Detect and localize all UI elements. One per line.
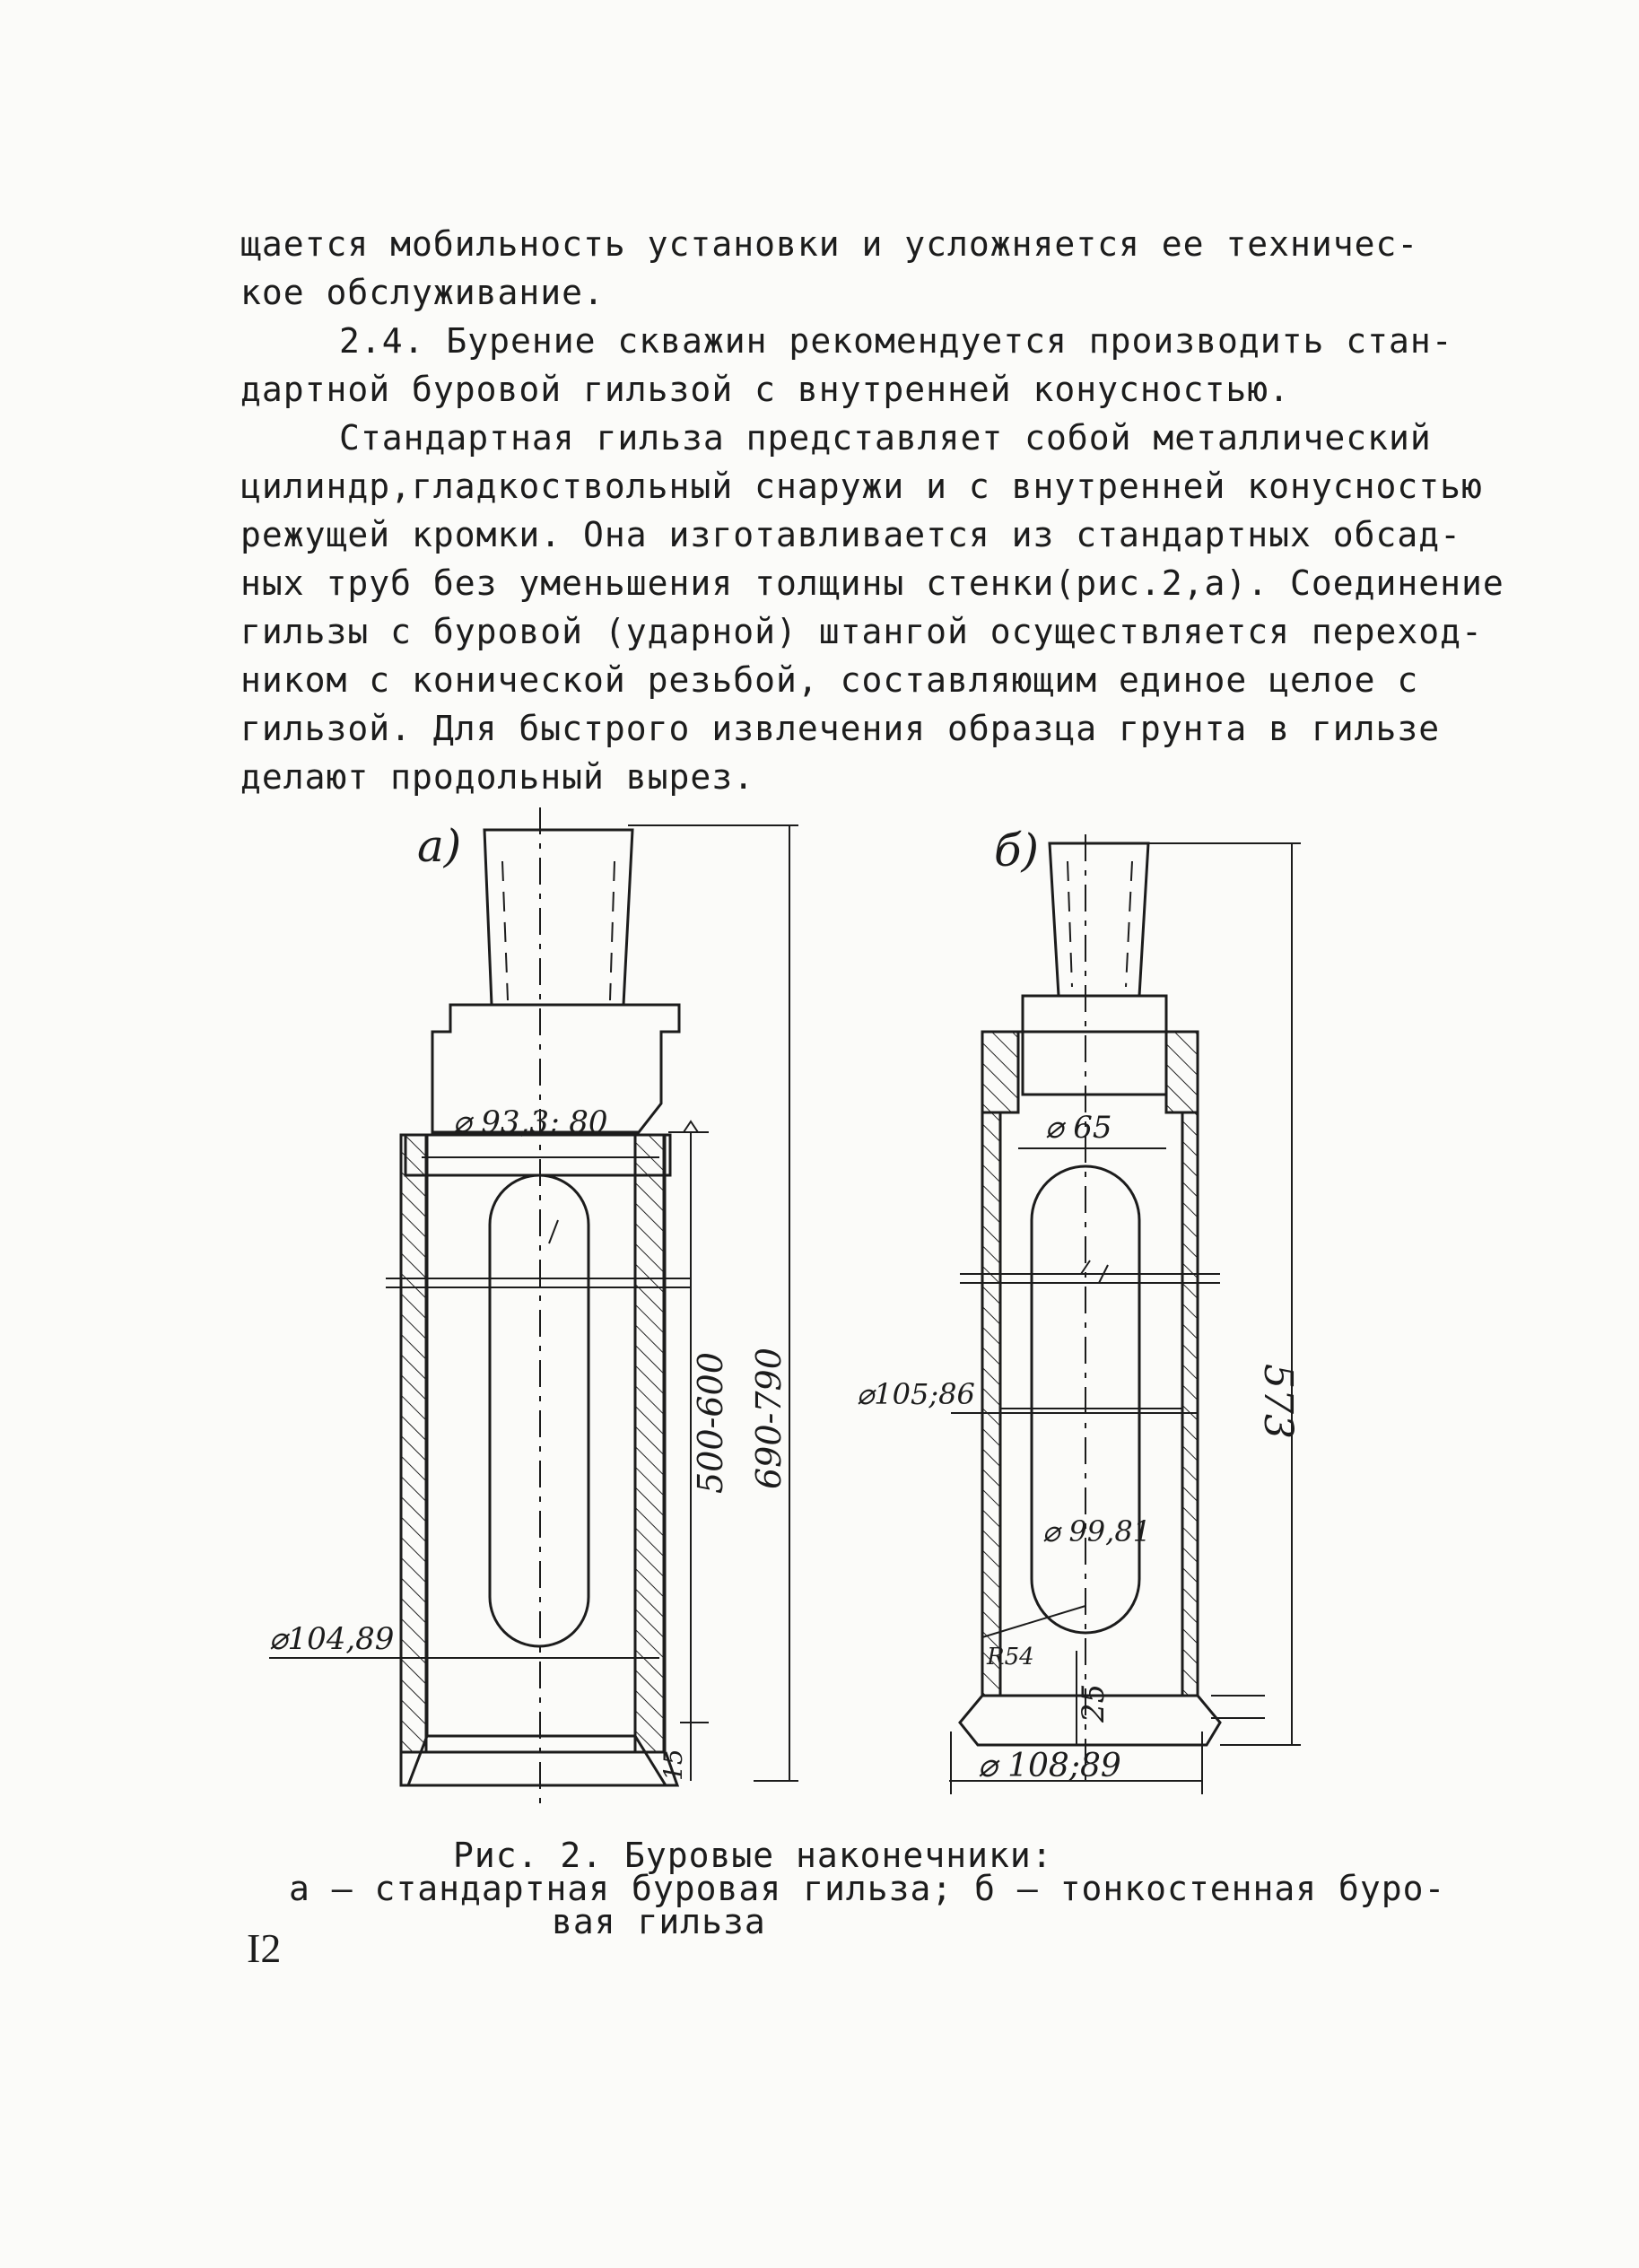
paragraph-line: ником с конической резьбой, составляющим единое целое с	[240, 660, 1419, 700]
dim-left-top-diameter: ⌀ 93,3; 80	[453, 1104, 608, 1140]
figure-caption-line: вая гильза	[552, 1902, 766, 1941]
dim-right-radius: R54	[987, 1644, 1034, 1670]
paragraph-line: кое обслуживание.	[240, 273, 605, 312]
dim-left-inner-length: 500-600	[691, 1352, 730, 1494]
paragraph-line: Стандартная гильза представляет собой металлический	[339, 418, 1432, 458]
paragraph-line: цилиндр,гладкоствольный снаружи и с внутренней конусностью	[240, 467, 1483, 506]
paragraph-line: делают продольный вырез.	[240, 757, 755, 797]
paragraph-line: щается мобильность установки и усложняется ее техничес-	[240, 224, 1419, 264]
dim-right-top-diameter: ⌀ 65	[1045, 1110, 1112, 1146]
figure-caption-line: а – стандартная буровая гильза; б – тонкостенная буро-	[289, 1869, 1446, 1908]
paragraph-line: 2.4. Бурение скважин рекомендуется производить стан-	[339, 321, 1453, 361]
dim-right-inner-diameter: ⌀ 99,81	[1042, 1514, 1152, 1548]
dim-right-bottom-diameter: ⌀ 108;89	[978, 1748, 1121, 1784]
dim-left-tip: 15	[658, 1749, 688, 1781]
paragraph-line: режущей кромки. Она изготавливается из стандартных обсад-	[240, 515, 1462, 554]
dim-right-cut-height: 25	[1076, 1683, 1112, 1723]
page-number: I2	[247, 1925, 282, 1971]
label-b: б)	[994, 824, 1040, 877]
paragraph-line: гильзой. Для быстрого извлечения образца грунта в гильзе	[240, 709, 1441, 748]
figure-caption-title: Рис. 2. Буровые наконечники:	[453, 1836, 1053, 1875]
dim-right-total-length: 573	[1255, 1364, 1301, 1439]
paragraph-line: гильзы с буровой (ударной) штангой осуществляется переход-	[240, 612, 1483, 651]
dim-left-bottom-diameter: ⌀104,89	[269, 1621, 395, 1657]
paragraph-line: дартной буровой гильзой с внутренней конусностью.	[240, 370, 1291, 409]
paragraph-line: ных труб без уменьшения толщины стенки(рис.2,а). Соединение	[240, 563, 1504, 603]
dim-left-total-length: 690-790	[749, 1348, 789, 1489]
dim-right-outer-diameter: ⌀105;86	[857, 1377, 975, 1411]
label-a: а)	[417, 820, 462, 872]
